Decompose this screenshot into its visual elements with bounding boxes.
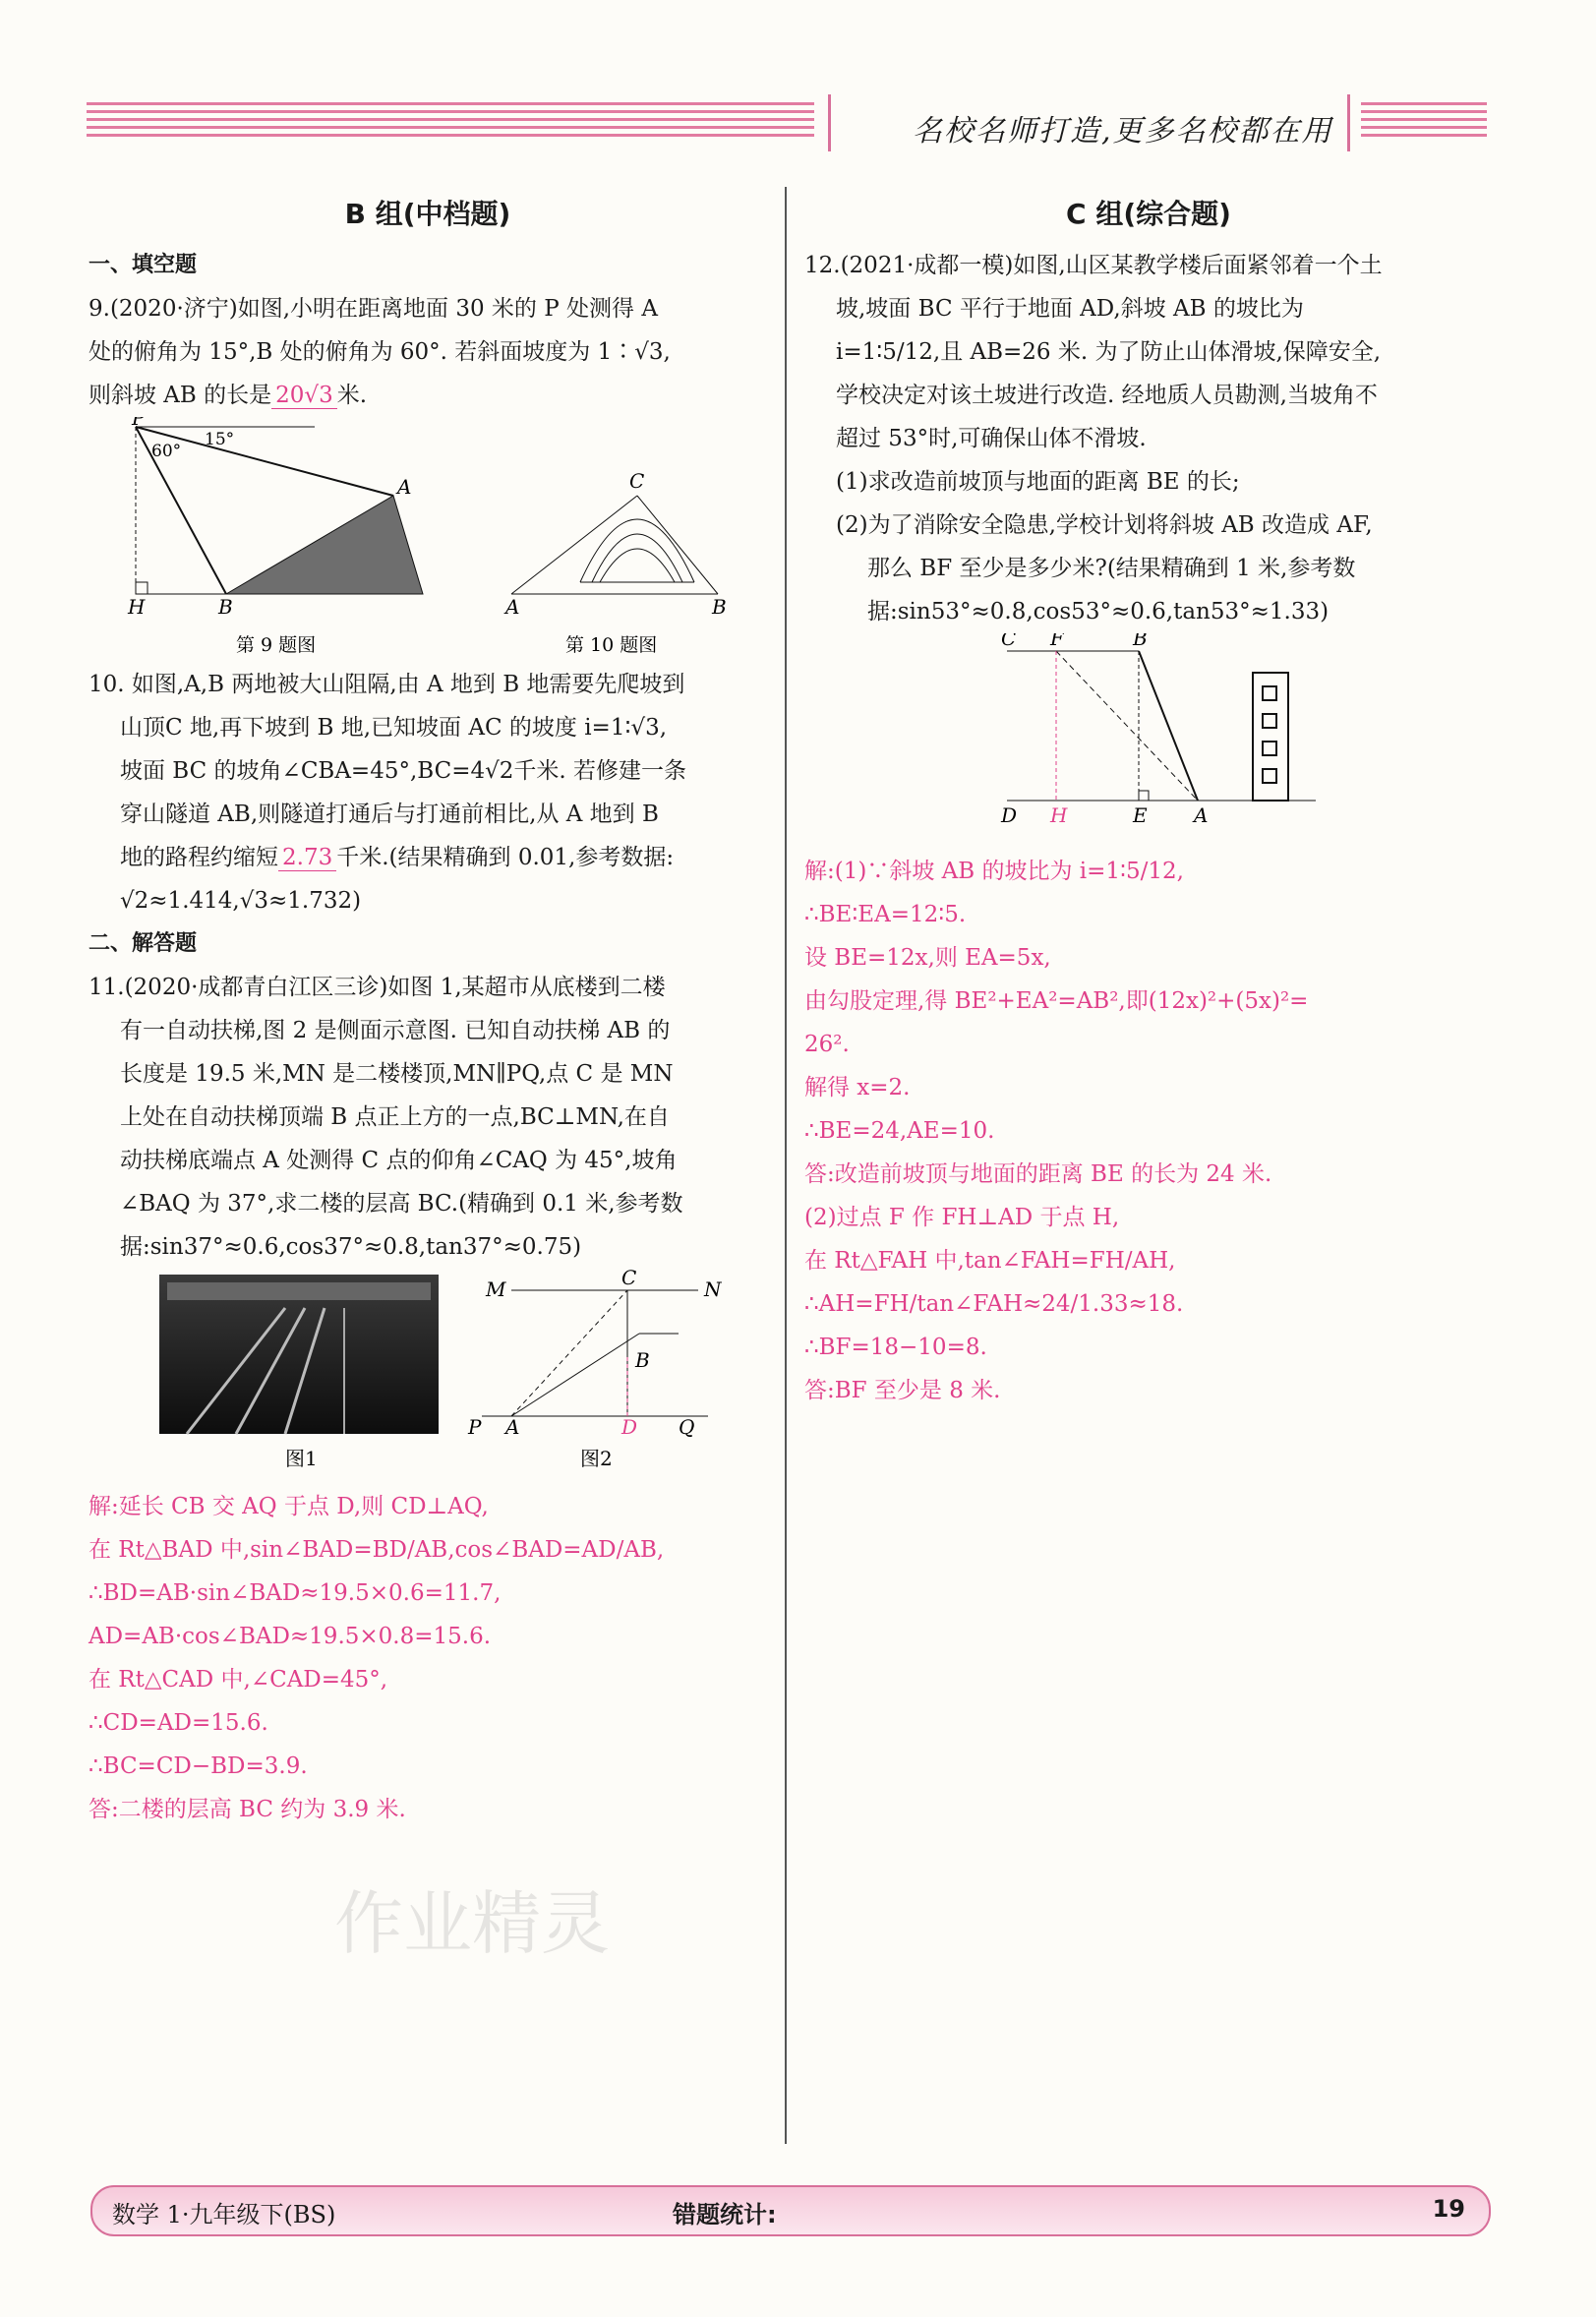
fig9-label-b: B bbox=[218, 595, 233, 619]
q9-line: 处的俯角为 15°,B 处的俯角为 60°. 若斜面坡度为 1∶√3, bbox=[89, 339, 671, 365]
q11-line: 上处在自动扶梯顶端 B 点正上方的一点,BC⊥MN,在自 bbox=[120, 1104, 670, 1130]
fig2-label-d: D bbox=[621, 1415, 638, 1439]
fig9-10-area bbox=[89, 417, 767, 663]
q12-solution-line: ∴BE=24,AE=10. bbox=[804, 1118, 995, 1144]
q10-answer: 2.73 bbox=[278, 845, 336, 871]
q9-text: 则斜坡 AB 的长是 bbox=[89, 383, 272, 408]
footer-book: 数学 1·九年级下(BS) bbox=[112, 2201, 336, 2228]
watermark: 作业精灵 bbox=[334, 1883, 610, 1964]
header-rule-right bbox=[1361, 102, 1487, 146]
q12-line: 那么 BF 至少是多少米?(结果精确到 1 米,参考数 bbox=[867, 556, 1356, 581]
fig9-label-15: 15° bbox=[205, 430, 235, 449]
footer-stat: 错题统计: bbox=[673, 2201, 777, 2228]
fig10-caption: 第 10 题图 bbox=[565, 634, 658, 656]
q9-line bbox=[89, 374, 767, 417]
header-divider bbox=[828, 94, 831, 151]
q10-line: 坡面 BC 的坡角∠CBA=45°,BC=4√2千米. 若修建一条 bbox=[120, 758, 687, 784]
fig1-caption: 图1 bbox=[285, 1447, 318, 1470]
q11-solution-line: ∴CD=AD=15.6. bbox=[89, 1710, 268, 1736]
q12-line: 12.(2021·成都一模)如图,山区某教学楼后面紧邻着一个土 bbox=[804, 253, 1383, 278]
fig10-label-c: C bbox=[629, 469, 645, 493]
fig2-label-c: C bbox=[621, 1269, 637, 1289]
fig12-label-e: E bbox=[1133, 803, 1148, 827]
section-title-c: C 组(综合题) bbox=[1066, 198, 1231, 230]
q9-unit: 米. bbox=[336, 383, 368, 408]
q12-solution bbox=[804, 850, 1493, 1412]
q10-line bbox=[89, 836, 767, 879]
q12-line: 学校决定对该土坡进行改造. 经地质人员勘测,当坡角不 bbox=[836, 383, 1378, 408]
q12-solution-line: 解:(1)∵斜坡 AB 的坡比为 i=1∶5/12, bbox=[804, 859, 1184, 884]
q10-line: 穿山隧道 AB,则隧道打通后与打通前相比,从 A 地到 B bbox=[120, 802, 659, 827]
q11-solution-line: 答:二楼的层高 BC 约为 3.9 米. bbox=[89, 1797, 406, 1822]
q11-solution-line: 解:延长 CB 交 AQ 于点 D,则 CD⊥AQ, bbox=[89, 1494, 489, 1519]
fig10-label-b: B bbox=[712, 595, 727, 619]
q11-solution-line: ∴BD=AB·sin∠BAD≈19.5×0.6=11.7, bbox=[89, 1580, 502, 1606]
fig2-label-n: N bbox=[704, 1277, 722, 1301]
q11-solution-line: AD=AB·cos∠BAD≈19.5×0.8=15.6. bbox=[89, 1624, 492, 1649]
fig12-label-f: F bbox=[1050, 633, 1064, 650]
q11-line: 动扶梯底端点 A 处测得 C 点的仰角∠CAQ 为 45°,坡角 bbox=[120, 1148, 678, 1173]
q11-line: 有一自动扶梯,图 2 是侧面示意图. 已知自动扶梯 AB 的 bbox=[120, 1018, 671, 1043]
fig9-label-60: 60° bbox=[151, 442, 182, 461]
q11-line: ∠BAQ 为 37°,求二楼的层高 BC.(精确到 0.1 米,参考数 bbox=[120, 1191, 683, 1217]
q12-line: 超过 53°时,可确保山体不滑坡. bbox=[836, 426, 1147, 451]
fig12-label-h: H bbox=[1050, 803, 1068, 827]
footer-bar bbox=[90, 2185, 1491, 2236]
fig11-diagrams bbox=[89, 1269, 767, 1485]
header-divider bbox=[1347, 94, 1350, 151]
section-title-b: B 组(中档题) bbox=[344, 198, 511, 230]
solve-heading: 二、解答题 bbox=[89, 931, 198, 956]
fig12-label-c: C bbox=[1001, 633, 1017, 650]
fig12-label-a: A bbox=[1194, 803, 1209, 827]
q11-solution-line: ∴BC=CD−BD=3.9. bbox=[89, 1753, 308, 1779]
q12-solution-line: (2)过点 F 作 FH⊥AD 于点 H, bbox=[804, 1205, 1120, 1230]
q12-line: 据:sin53°≈0.8,cos53°≈0.6,tan53°≈1.33) bbox=[867, 599, 1330, 624]
q11-solution-line: 在 Rt△CAD 中,∠CAD=45°, bbox=[89, 1667, 388, 1693]
right-column bbox=[804, 193, 1493, 1412]
q12-line: (2)为了消除安全隐患,学校计划将斜坡 AB 改造成 AF, bbox=[836, 512, 1373, 538]
fill-heading: 一、填空题 bbox=[89, 253, 198, 277]
q12-solution-line: ∴AH=FH/tan∠FAH≈24/1.33≈18. bbox=[804, 1291, 1184, 1317]
q12-solution-line: 设 BE=12x,则 EA=5x, bbox=[804, 945, 1051, 971]
q12-line: 坡,坡面 BC 平行于地面 AD,斜坡 AB 的坡比为 bbox=[836, 296, 1304, 322]
q12-solution-line: 26². bbox=[804, 1032, 850, 1057]
fig2-caption: 图2 bbox=[580, 1447, 613, 1470]
q12-line: (1)求改造前坡顶与地面的距离 BE 的长; bbox=[836, 469, 1240, 495]
q10-line: 山顶C 地,再下坡到 B 地,已知坡面 AC 的坡度 i=1∶√3, bbox=[120, 715, 668, 741]
fig12-label-d: D bbox=[1001, 803, 1018, 827]
fig9-label-p: P bbox=[132, 417, 146, 430]
q10-text: 地的路程约缩短 bbox=[120, 845, 278, 870]
q12-solution-line: ∴BF=18−10=8. bbox=[804, 1335, 987, 1360]
q12-solution-line: 答:BF 至少是 8 米. bbox=[804, 1378, 1001, 1403]
q12-solution-line: 在 Rt△FAH 中,tan∠FAH=FH/AH, bbox=[804, 1248, 1176, 1274]
page-number: 19 bbox=[1432, 2195, 1465, 2223]
fig2-label-q: Q bbox=[679, 1415, 695, 1439]
header-title: 名校名师打造,更多名校都在用 bbox=[913, 114, 1333, 149]
fig9-label-h: H bbox=[128, 595, 146, 619]
q9-answer: 20√3 bbox=[271, 383, 337, 409]
fig9-label-a: A bbox=[397, 475, 412, 499]
q11-line: 11.(2020·成都青白江区三诊)如图 1,某超市从底楼到二楼 bbox=[89, 975, 666, 1000]
q9-line: 9.(2020·济宁)如图,小明在距离地面 30 米的 P 处测得 A bbox=[89, 296, 658, 322]
fig9-caption: 第 9 题图 bbox=[236, 634, 317, 656]
fig12-area bbox=[804, 633, 1493, 850]
q12-line: i=1∶5/12,且 AB=26 米. 为了防止山体滑坡,保障安全, bbox=[836, 339, 1382, 365]
q11-solution bbox=[89, 1485, 767, 1831]
q10-line: √2≈1.414,√3≈1.732) bbox=[120, 888, 362, 914]
q10-line: 10. 如图,A,B 两地被大山阻隔,由 A 地到 B 地需要先爬坡到 bbox=[89, 672, 685, 697]
q11-solution-line: 在 Rt△BAD 中,sin∠BAD=BD/AB,cos∠BAD=AD/AB, bbox=[89, 1537, 665, 1563]
q12-solution-line: 解得 x=2. bbox=[804, 1075, 911, 1100]
q12-solution-line: 答:改造前坡顶与地面的距离 BE 的长为 24 米. bbox=[804, 1161, 1272, 1187]
q12-solution-line: 由勾股定理,得 BE²+EA²=AB²,即(12x)²+(5x)²= bbox=[804, 988, 1309, 1014]
q12-solution-line: ∴BE∶EA=12∶5. bbox=[804, 902, 967, 927]
fig12-label-b: B bbox=[1133, 633, 1148, 650]
fig9-diagram bbox=[89, 417, 767, 663]
q11-line: 长度是 19.5 米,MN 是二楼楼顶,MN∥PQ,点 C 是 MN bbox=[120, 1061, 674, 1087]
q10-tail: 千米.(结果精确到 0.01,参考数据: bbox=[336, 845, 675, 870]
left-column bbox=[89, 193, 767, 1831]
fig12-diagram bbox=[804, 633, 1493, 850]
fig2-label-a: A bbox=[505, 1415, 520, 1439]
fig2-label-b: B bbox=[635, 1348, 650, 1372]
fig2-label-m: M bbox=[486, 1277, 506, 1301]
header-rule-left bbox=[87, 102, 814, 146]
q11-line: 据:sin37°≈0.6,cos37°≈0.8,tan37°≈0.75) bbox=[120, 1234, 582, 1260]
fig1-2-area bbox=[89, 1269, 767, 1485]
fig2-label-p: P bbox=[468, 1415, 482, 1439]
fig10-label-a: A bbox=[505, 595, 520, 619]
column-divider bbox=[785, 187, 787, 2144]
